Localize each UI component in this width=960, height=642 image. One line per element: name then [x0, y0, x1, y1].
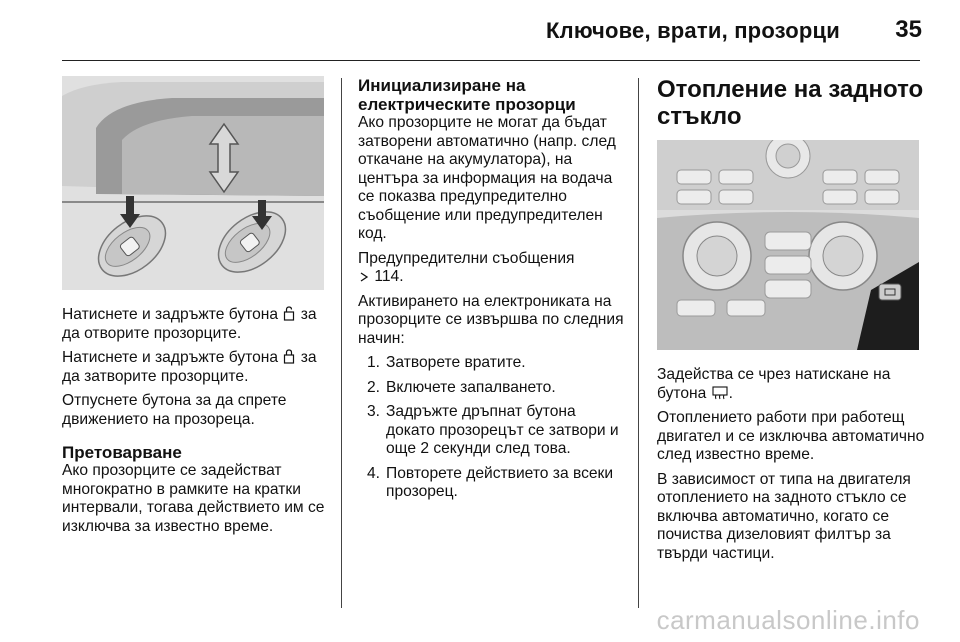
- unlock-button-icon: [283, 306, 295, 321]
- page-header-title: Ключове, врати, прозорци: [546, 18, 840, 43]
- heading-initialization: Инициализиране на електрическите прозорци: [358, 76, 576, 114]
- paragraph-activate-heating: Задейства се чрез натискане на бутона .: [657, 366, 891, 402]
- paragraph-open-windows: Натиснете и задръжте бутона за да отворите прозорците.: [62, 306, 317, 342]
- paragraph-warning-reference: Предупредителни съобщения 114.: [358, 249, 575, 285]
- paragraph-stop-window: Отпуснете бутона за да спрете движението на прозореца.: [62, 392, 287, 428]
- paragraph-close-windows: Натиснете и задръжте бутона за да затворите прозорците.: [62, 349, 317, 385]
- paragraph-overload: Ако прозорците се задействат многократно в рамките на кратки интервали, тогава действието им се изключва за известно време.: [62, 462, 325, 535]
- paragraph-initialization: Ако прозорците не могат да бъдат затворени автоматично (напр. след откачане на акумулатора), на центъра за информация на водача се показва предупредително съобщение или предупредителен код.: [358, 114, 616, 242]
- list-item: 4. Повторете действието за всеки прозорец.: [366, 464, 614, 500]
- paragraph-heating-diesel: В зависимост от типа на двигателя отоплението на задното стъкло се включва автоматично, когато се почиства дизеловият филтър за твърди частици.: [657, 470, 911, 562]
- page-reference-icon: [359, 271, 369, 283]
- column-middle: [358, 76, 628, 508]
- steps-list: [358, 354, 628, 502]
- lock-button-icon: [283, 349, 295, 364]
- rear-window-heating-icon: [712, 386, 728, 400]
- climate-panel-illustration: [657, 140, 919, 350]
- header-divider: [62, 60, 920, 61]
- column-divider: [638, 78, 639, 608]
- list-item: 1. Затворете вратите.: [366, 354, 526, 371]
- paragraph-activation: Активирането на електрониката на прозорците се извършва по следния начин:: [358, 292, 624, 347]
- window-switch-illustration: [62, 76, 324, 290]
- window-switch-drawing: [62, 76, 324, 290]
- column-right: [657, 76, 927, 569]
- list-item: 3. Задръжте дръпнат бутона докато прозорецът се затвори и още 2 секунди след това.: [366, 403, 619, 457]
- heading-overload: Претоварване: [62, 443, 182, 462]
- list-item: 2. Включете запалването.: [366, 378, 556, 396]
- heading-rear-window-heating: Отопление на задното стъкло: [657, 76, 924, 130]
- column-divider: [341, 78, 342, 608]
- climate-panel-drawing: [657, 140, 919, 350]
- column-left: [62, 76, 326, 542]
- watermark: carmanualsonline.info: [656, 605, 920, 635]
- paragraph-heating-operation: Отоплението работи при работещ двигател и се изключва автоматично след известно време.: [657, 409, 925, 463]
- page-number: 35: [895, 16, 922, 43]
